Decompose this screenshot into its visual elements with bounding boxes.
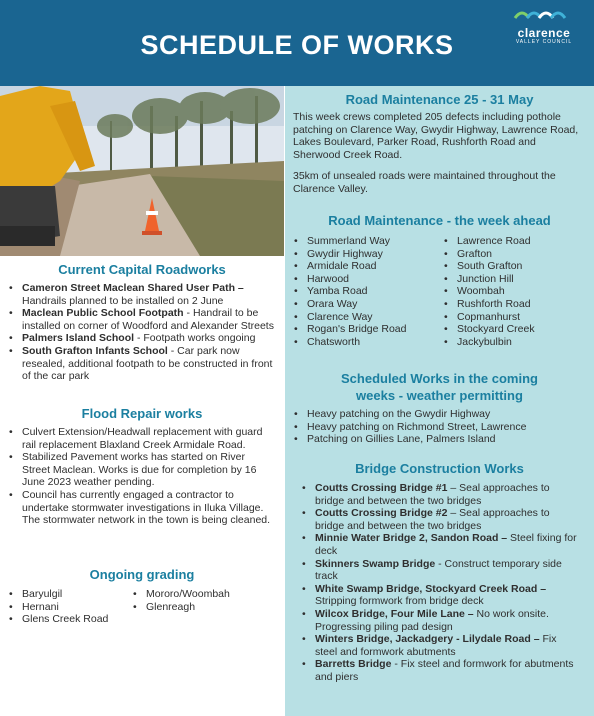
ongoing-grading-title: Ongoing grading — [89, 567, 195, 582]
list-item: • Harwood — [291, 273, 441, 286]
list-item: • Junction Hill — [441, 273, 591, 286]
list-item: • Barretts Bridge - Fix steel and formwork for abutments and piers — [299, 658, 579, 683]
list-item: • Minnie Water Bridge 2, Sandon Road – Steel fixing for deck — [299, 532, 579, 557]
road-maintenance-title: Road Maintenance 25 - 31 May — [345, 92, 534, 107]
list-item: • Council has currently engaged a contractor to undertake stormwater investigations in Iluka Village. The stormwater network in the town is being cleaned. — [6, 489, 274, 527]
list-item: • Skinners Swamp Bridge - Construct temporary side track — [299, 558, 579, 583]
list-item: • Summerland Way — [291, 235, 441, 248]
scheduled-works-list — [291, 408, 587, 446]
left-column — [0, 86, 284, 716]
bridge-works-list — [299, 482, 579, 684]
list-item: • Coutts Crossing Bridge #1 – Seal approaches to bridge and between the two bridges — [299, 482, 579, 507]
list-item: • Orara Way — [291, 298, 441, 311]
list-item: • Maclean Public School Footpath - Handrail to be installed on corner of Woodford and Alexander Streets — [6, 307, 274, 332]
grading-list-col2 — [130, 588, 280, 613]
list-item: • Armidale Road — [291, 260, 441, 273]
logo-subtext: VALLEY COUNCIL — [515, 39, 573, 45]
wave-logo-icon — [513, 6, 575, 22]
list-item: • Rushforth Road — [441, 298, 591, 311]
list-item: • Stabilized Pavement works has started on River Street Maclean. Works is due for completion by 16 June 2023 weather pending. — [6, 451, 274, 489]
list-item: • Baryulgil — [6, 588, 126, 601]
list-item: • Mororo/Woombah — [130, 588, 280, 601]
week-ahead-title: Road Maintenance - the week ahead — [328, 213, 551, 228]
list-item: • Lawrence Road — [441, 235, 591, 248]
list-item: • Heavy patching on the Gwydir Highway — [291, 408, 587, 421]
logo-text: clarence — [517, 26, 571, 40]
right-column — [285, 86, 594, 716]
capital-roadworks-title: Current Capital Roadworks — [58, 262, 226, 277]
list-item: • Patching on Gillies Lane, Palmers Island — [291, 433, 587, 446]
list-item: • South Grafton — [441, 260, 591, 273]
list-item: • Rogan's Bridge Road — [291, 323, 441, 336]
list-item: • Gwydir Highway — [291, 248, 441, 261]
list-item: • Palmers Island School - Footpath works ongoing — [6, 332, 274, 345]
list-item: • Glenreagh — [130, 601, 280, 614]
list-item: • Jackybulbin — [441, 336, 591, 349]
list-item: • Hernani — [6, 601, 126, 614]
flood-repair-list — [6, 426, 274, 527]
list-item: • Winters Bridge, Jackadgery - Lilydale Road – Fix steel and formwork abutments — [299, 633, 579, 658]
capital-roadworks-list — [6, 282, 274, 383]
list-item: • White Swamp Bridge, Stockyard Creek Road – Stripping formwork from bridge deck — [299, 583, 579, 608]
list-item: • Coutts Crossing Bridge #2 – Seal approaches to bridge and between the two bridges — [299, 507, 579, 532]
roadworks-photo — [0, 86, 284, 256]
maintenance-paragraph: This week crews completed 205 defects including pothole patching on Clarence Way, Gwydir Highway, Lawrence Road, Lakes Boulevard, Parker Road, Rushforth Road and Sherwood Creek Road. — [293, 111, 579, 161]
unsealed-roads-paragraph: 35km of unsealed roads were maintained throughout the Clarence Valley. — [293, 170, 556, 195]
page-header — [0, 0, 594, 86]
scheduled-works-title: Scheduled Works in the coming weeks - weather permitting — [341, 371, 538, 403]
list-item: • Cameron Street Maclean Shared User Path – Handrails planned to be installed on 2 June — [6, 282, 274, 307]
grading-list-col1 — [6, 588, 126, 626]
list-item: • Wilcox Bridge, Four Mile Lane – No work onsite. Progressing piling pad design — [299, 608, 579, 633]
page-title: SCHEDULE OF WORKS — [140, 30, 454, 60]
bridge-works-title: Bridge Construction Works — [355, 461, 524, 476]
council-logo — [504, 6, 584, 45]
week-ahead-list-col1 — [291, 235, 441, 348]
list-item: • Yamba Road — [291, 285, 441, 298]
list-item: • Grafton — [441, 248, 591, 261]
week-ahead-list-col2 — [441, 235, 591, 348]
list-item: • South Grafton Infants School - Car park now resealed, additional footpath to be constructed in front of the car park — [6, 345, 274, 383]
flood-repair-title: Flood Repair works — [81, 406, 203, 421]
list-item: • Heavy patching on Richmond Street, Lawrence — [291, 421, 587, 434]
list-item: • Chatsworth — [291, 336, 441, 349]
list-item: • Glens Creek Road — [6, 613, 126, 626]
list-item: • Stockyard Creek — [441, 323, 591, 336]
list-item: • Copmanhurst — [441, 311, 591, 324]
list-item: • Clarence Way — [291, 311, 441, 324]
list-item: • Woombah — [441, 285, 591, 298]
list-item: • Culvert Extension/Headwall replacement with guard rail replacement Blaxland Creek Armidale Road. — [6, 426, 274, 451]
